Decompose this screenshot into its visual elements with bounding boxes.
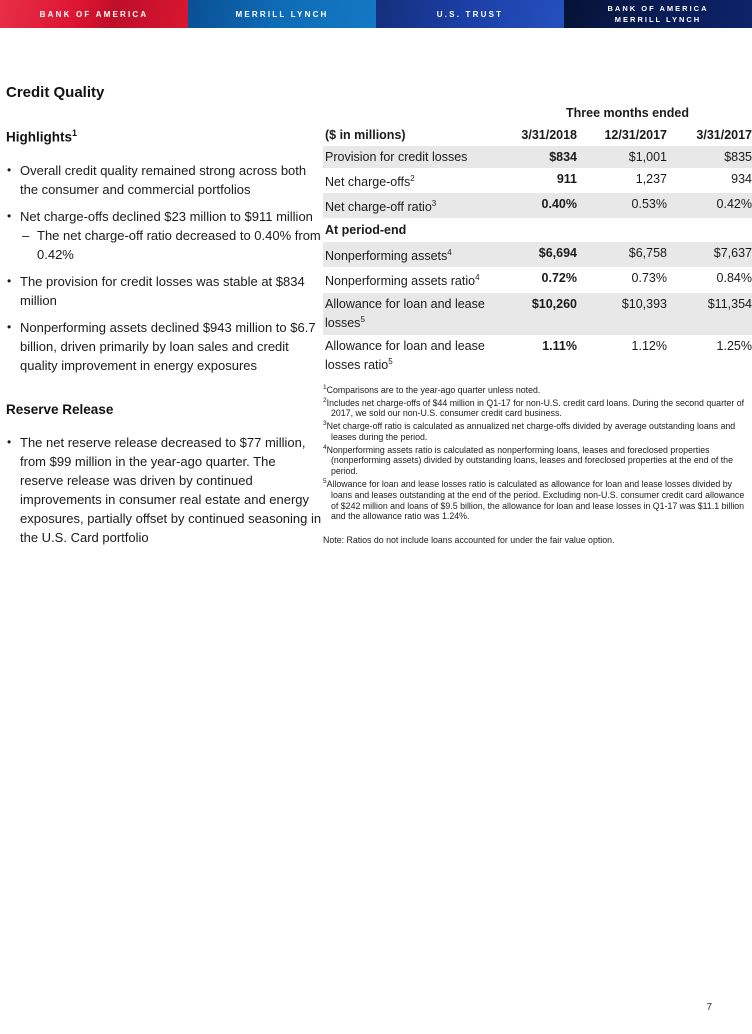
row-value: $10,260 — [531, 296, 577, 311]
row-value: 0.72% — [541, 271, 577, 286]
footnote-text: Comparisons are to the year-ago quarter unless noted. — [326, 384, 541, 395]
credit-quality-table — [323, 124, 752, 377]
table-row — [323, 242, 752, 267]
row-value: $835 — [724, 150, 752, 164]
row-label — [323, 335, 503, 377]
footnote-number: 1 — [323, 383, 327, 391]
page-title: Credit Quality — [6, 84, 105, 101]
unit-label: ($ in millions) — [325, 128, 406, 142]
footnotes — [323, 383, 752, 522]
row-label-text: Net charge-off ratio — [325, 200, 432, 215]
footnote — [323, 396, 752, 420]
row-label — [323, 146, 503, 168]
row-value: $7,637 — [713, 246, 752, 261]
row-label — [323, 193, 503, 218]
table-row — [323, 168, 752, 193]
reserve-release-list — [6, 433, 322, 547]
footnote — [323, 477, 752, 522]
column-header: 12/31/2017 — [604, 128, 667, 142]
row-value: $1,001 — [628, 150, 667, 164]
sub-bullet-text: The net charge-off ratio decreased to 0.40% from 0.42% — [37, 227, 321, 262]
row-label — [323, 293, 503, 335]
brand-baml — [564, 0, 752, 28]
footnote-text: Nonperforming assets ratio is calculated as nonperforming loans, leases and foreclosed properties (nonperforming assets) divided by outstanding loans, leases and foreclosed properties at the end of the period. — [326, 444, 733, 477]
table-row — [323, 267, 752, 292]
brand-us-trust-label: U.S. TRUST — [436, 9, 504, 19]
table-header-row — [323, 124, 752, 146]
table-row — [323, 293, 752, 335]
row-value: 0.73% — [631, 271, 667, 286]
highlights-heading — [6, 128, 322, 145]
row-value: 0.42% — [716, 197, 752, 212]
table-row — [323, 335, 752, 377]
list-item — [6, 318, 322, 375]
ratio-note: Note: Ratios do not include loans accounted for under the fair value option. — [323, 535, 615, 546]
section-label: At period-end — [325, 223, 407, 238]
row-value: 911 — [556, 172, 577, 186]
row-value: 0.53% — [631, 197, 667, 212]
left-column — [6, 128, 322, 555]
list-item — [6, 272, 322, 310]
row-value: $10,393 — [621, 296, 667, 311]
row-value: 1,237 — [635, 172, 667, 186]
row-value: $6,694 — [538, 246, 577, 261]
footnote-ref: 2 — [410, 174, 415, 183]
bullet-text: Overall credit quality remained strong across both the consumer and commercial portfolios — [20, 162, 307, 197]
row-label-text: Provision for credit losses — [325, 150, 468, 164]
footnote-ref: 4 — [447, 248, 452, 258]
row-label — [323, 168, 503, 193]
bullet-text: The provision for credit losses was stable at $834 million — [20, 273, 305, 308]
row-value: $6,758 — [628, 246, 667, 261]
brand-merrill-lynch-label: MERRILL LYNCH — [235, 9, 329, 19]
footnote-text: Net charge-off ratio is calculated as annualized net charge-offs divided by average outstanding loans and leases during the period. — [326, 421, 736, 442]
brand-merrill-lynch — [188, 0, 376, 28]
footnote-number: 3 — [323, 420, 327, 428]
footnote-number: 5 — [323, 478, 327, 485]
table-section-row — [323, 218, 752, 242]
sub-list-item — [20, 226, 322, 264]
footnote — [323, 443, 752, 477]
bullet-text: Net charge-offs declined $23 million to $911 million — [20, 208, 313, 224]
row-label-text: Allowance for loan and lease losses ratio — [325, 338, 485, 372]
row-label-text: Nonperforming assets — [325, 249, 448, 264]
row-label-text: Nonperforming assets ratio — [325, 274, 476, 289]
footnote-text: Includes net charge-offs of $44 million in Q1-17 for non-U.S. credit card loans. During the second quarter of 2017, we sold our non-U.S. consumer credit card business. — [326, 397, 745, 419]
footnote-number: 4 — [323, 443, 327, 451]
row-value: 1.11% — [542, 338, 577, 353]
row-value: 1.12% — [631, 338, 667, 353]
footnote-ref: 4 — [475, 273, 480, 283]
brand-header — [0, 0, 752, 28]
brand-bank-of-america — [0, 0, 188, 28]
row-label — [323, 242, 503, 267]
highlights-list — [6, 161, 322, 375]
footnote-number: 2 — [323, 396, 327, 404]
brand-us-trust — [376, 0, 564, 28]
brand-baml-label-line1: BANK OF AMERICA — [607, 4, 709, 13]
list-item — [6, 207, 322, 264]
list-item — [6, 433, 322, 547]
row-value: 0.40% — [541, 197, 577, 212]
table-row — [323, 193, 752, 218]
page-number: 7 — [706, 1002, 712, 1013]
row-value: $834 — [549, 150, 577, 164]
brand-baml-label-line2: MERRILL LYNCH — [614, 15, 702, 24]
footnote-ref: 5 — [388, 356, 393, 366]
highlights-footnote-ref: 1 — [72, 128, 78, 138]
column-header: 3/31/2018 — [521, 128, 577, 142]
highlights-heading-text: Highlights — [6, 129, 72, 145]
row-label-text: Net charge-offs — [325, 175, 411, 190]
row-label-text: Allowance for loan and lease losses — [325, 296, 485, 330]
footnote — [323, 419, 752, 443]
bullet-text: The net reserve release decreased to $77 million, from $99 million in the year-ago quarter. The reserve release was driven by continued improvements in consumer real estate and energy exposures, partially offset by continued seasoning in the U.S. Card portfolio — [20, 434, 322, 545]
bullet-text: Nonperforming assets declined $943 million to $6.7 billion, driven primarily by loan sales and credit quality improvement in energy exposures — [20, 319, 316, 373]
row-value: 0.84% — [716, 271, 752, 286]
footnote-ref: 3 — [431, 199, 437, 209]
list-item — [6, 161, 322, 199]
reserve-release-heading: Reserve Release — [6, 401, 114, 417]
row-value: 1.25% — [716, 338, 752, 353]
row-value: $11,354 — [707, 296, 752, 311]
table-group-header: Three months ended — [566, 106, 689, 120]
column-header: 3/31/2017 — [696, 128, 752, 142]
table-row — [323, 146, 752, 168]
right-column — [323, 106, 752, 546]
brand-bank-of-america-label: BANK OF AMERICA — [39, 9, 149, 19]
row-label — [323, 267, 503, 292]
footnote — [323, 383, 752, 396]
footnote-text: Allowance for loan and lease losses ratio is calculated as allowance for loan and lease losses divided by loans and leases outstanding at the end of the period. Excluding non-U.S. consumer credit card allowance of $242 million and loans of $9.5 billion, the allowance for loan and lease losses in Q1-17 was $11.1 billion and the allowance ratio was 1.24%. — [326, 478, 745, 522]
footnote-ref: 5 — [360, 314, 365, 324]
row-value: 934 — [731, 172, 752, 186]
